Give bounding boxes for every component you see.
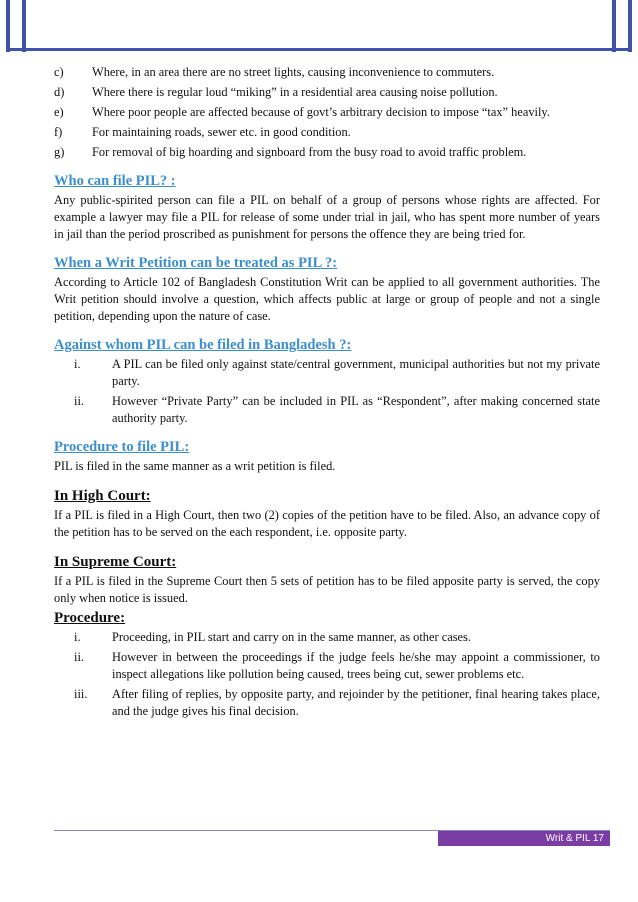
heading-against-whom: Against whom PIL can be filed in Bangladesh ?: bbox=[54, 337, 352, 353]
list-marker: d) bbox=[54, 85, 65, 99]
list-marker: i. bbox=[74, 630, 81, 644]
list-procedure bbox=[54, 629, 600, 720]
list-against-whom bbox=[54, 356, 600, 427]
list-text: However “Private Party” can be included in PIL as “Respondent”, after making concerned state authority party. bbox=[112, 394, 600, 425]
list-marker: c) bbox=[54, 65, 64, 79]
heading-who-can-file: Who can file PIL? : bbox=[54, 173, 176, 189]
border-bar-right-inner bbox=[612, 0, 616, 52]
list-top bbox=[54, 64, 600, 161]
heading-writ-as-pil: When a Writ Petition can be treated as PIL ?: bbox=[54, 255, 338, 271]
list-text: However in between the proceedings if the judge feels he/she may appoint a commissioner, to inspect allegations like pollution being caused, trees being cut, sewer problems etc. bbox=[112, 650, 600, 681]
heading-supreme-court: In Supreme Court: bbox=[54, 554, 177, 570]
list-text: Where there is regular loud “miking” in a residential area causing noise pollution. bbox=[92, 85, 498, 99]
list-text: Where poor people are affected because of govt’s arbitrary decision to impose “tax” heavily. bbox=[92, 105, 550, 119]
paragraph-writ-as-pil: According to Article 102 of Bangladesh Constitution Writ can be applied to all government authorities. The Writ petition should involve a question, which affects public at large or group of people and not a single petition, depending upon the nature of case. bbox=[54, 275, 600, 323]
list-item bbox=[54, 104, 600, 121]
paragraph-procedure-to-file: PIL is filed in the same manner as a writ petition is filed. bbox=[54, 459, 336, 473]
list-text: For maintaining roads, sewer etc. in good condition. bbox=[92, 125, 351, 139]
heading-procedure: Procedure: bbox=[54, 610, 126, 626]
list-marker: ii. bbox=[74, 394, 84, 408]
list-item bbox=[54, 356, 600, 390]
list-text: Proceeding, in PIL start and carry on in the same manner, as other cases. bbox=[112, 630, 471, 644]
paragraph-supreme-court: If a PIL is filed in the Supreme Court then 5 sets of petition has to be filed apposite party is served, the copy only when notice is issued. bbox=[54, 574, 600, 605]
list-marker: f) bbox=[54, 125, 63, 139]
list-item bbox=[54, 649, 600, 683]
document-body bbox=[54, 64, 600, 723]
list-item bbox=[54, 686, 600, 720]
list-item bbox=[54, 144, 600, 161]
heading-high-court: In High Court: bbox=[54, 488, 151, 504]
paragraph-who-can-file: Any public-spirited person can file a PIL on behalf of a group of persons whose rights are affected. For example a lawyer may file a PIL for release of some under trial in jail, who has spent more number of years in jail than the period proscribed as punishment for persons the offence they are being tried for. bbox=[54, 193, 600, 241]
list-item bbox=[54, 64, 600, 81]
list-item bbox=[54, 124, 600, 141]
list-marker: e) bbox=[54, 105, 64, 119]
border-bar-right-outer bbox=[628, 0, 632, 52]
border-bar-left-inner bbox=[22, 0, 26, 52]
footer-page-label: Writ & PIL 17 bbox=[438, 831, 610, 846]
list-marker: g) bbox=[54, 145, 65, 159]
list-marker: iii. bbox=[74, 687, 88, 701]
list-text: Where, in an area there are no street lights, causing inconvenience to commuters. bbox=[92, 65, 495, 79]
list-item bbox=[54, 84, 600, 101]
border-bar-left-outer bbox=[6, 0, 10, 52]
border-bar-top-rule bbox=[6, 48, 632, 51]
list-text: For removal of big hoarding and signboard from the busy road to avoid traffic problem. bbox=[92, 145, 527, 159]
list-item bbox=[54, 629, 600, 646]
list-marker: ii. bbox=[74, 650, 84, 664]
paragraph-high-court: If a PIL is filed in a High Court, then two (2) copies of the petition have to be filed. Also, an advance copy of the petition has to be served on the each respondent, i.e. opposite party. bbox=[54, 508, 600, 539]
list-item bbox=[54, 393, 600, 427]
list-marker: i. bbox=[74, 357, 81, 371]
heading-procedure-to-file: Procedure to file PIL: bbox=[54, 439, 190, 455]
list-text: After filing of replies, by opposite party, and rejoinder by the petitioner, final hearing takes place, and the judge gives his final decision. bbox=[112, 687, 600, 718]
list-text: A PIL can be filed only against state/central government, municipal authorities but not my private party. bbox=[112, 357, 600, 388]
